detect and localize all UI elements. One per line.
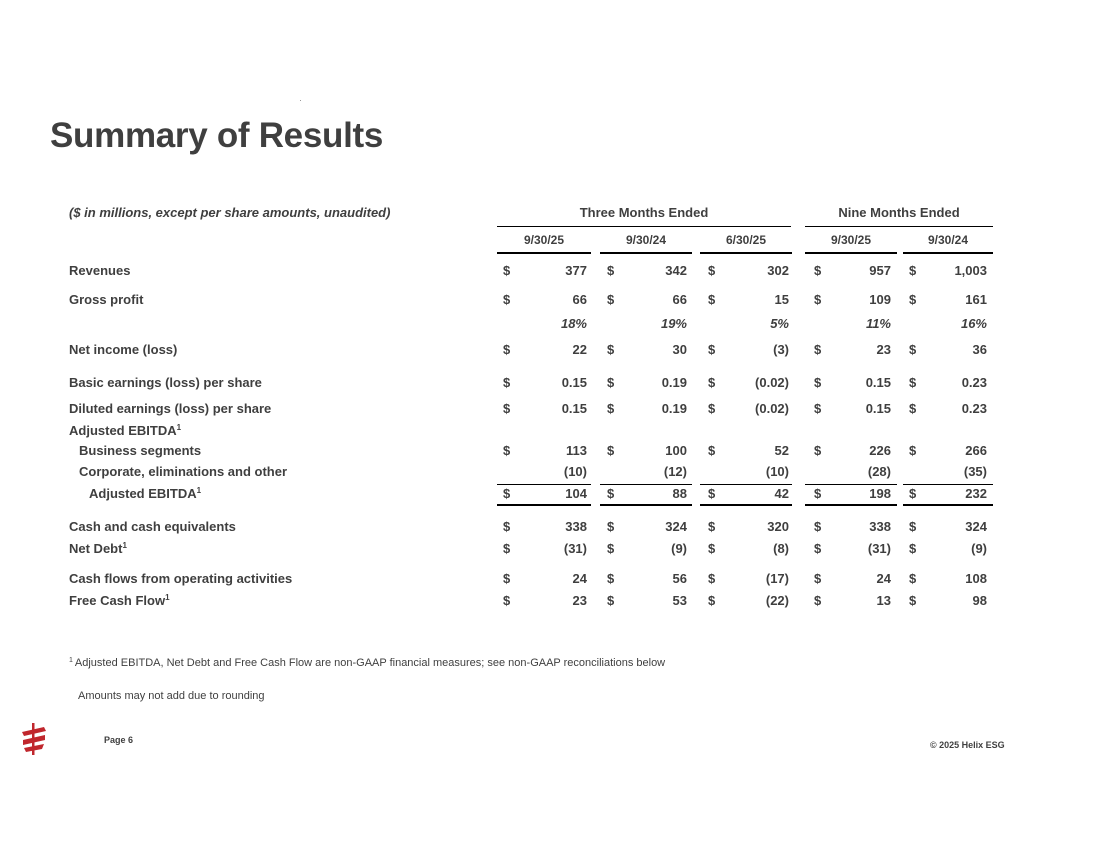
row-label [69, 593, 170, 608]
row-label [89, 486, 201, 501]
total-rule [600, 504, 692, 506]
table-cell-value: (28) [867, 464, 891, 479]
column-header: 9/30/24 [625, 233, 667, 247]
table-cell-value: (0.02) [755, 401, 789, 416]
column-header: 6/30/25 [725, 233, 767, 247]
table-cell-value: (10) [563, 464, 587, 479]
currency-symbol: $ [607, 571, 615, 586]
currency-symbol: $ [607, 401, 615, 416]
rounding-note: Amounts may not add due to rounding [78, 690, 265, 702]
table-row [0, 571, 1100, 591]
currency-symbol: $ [503, 593, 511, 608]
subtotal-rule [497, 484, 591, 485]
currency-symbol: $ [814, 375, 822, 390]
currency-symbol: $ [909, 401, 917, 416]
currency-symbol: $ [909, 292, 917, 307]
table-cell-value: (31) [867, 541, 891, 556]
table-cell-value: 36 [972, 342, 987, 357]
table-cell-value: 53 [672, 593, 687, 608]
subtotal-rule [600, 484, 692, 485]
currency-symbol: $ [909, 375, 917, 390]
currency-symbol: $ [503, 571, 511, 586]
currency-symbol: $ [909, 443, 917, 458]
currency-symbol: $ [814, 593, 822, 608]
table-cell-value: 377 [565, 263, 587, 278]
currency-symbol: $ [814, 443, 822, 458]
table-cell-value: 0.19 [661, 401, 687, 416]
currency-symbol: $ [607, 541, 615, 556]
currency-symbol: $ [814, 263, 822, 278]
table-cell-value: (9) [671, 541, 687, 556]
table-cell-value: 0.19 [661, 375, 687, 390]
currency-symbol: $ [607, 375, 615, 390]
currency-symbol: $ [607, 443, 615, 458]
table-row [0, 401, 1100, 421]
decorative-dot [300, 100, 301, 101]
currency-symbol: $ [503, 401, 511, 416]
footnote-ref: 1 [196, 486, 202, 495]
table-row [0, 263, 1100, 283]
table-cell-value: 30 [672, 342, 687, 357]
table-row [0, 519, 1100, 539]
currency-symbol: $ [708, 486, 716, 501]
table-cell-value: 24 [876, 571, 891, 586]
currency-symbol: $ [708, 443, 716, 458]
row-label-text: Revenues [69, 263, 131, 278]
table-row [0, 375, 1100, 395]
total-rule [497, 504, 591, 506]
currency-symbol: $ [503, 519, 511, 534]
row-label-text: Diluted earnings (loss) per share [69, 401, 272, 416]
table-cell-value: 324 [965, 519, 987, 534]
currency-symbol: $ [814, 571, 822, 586]
table-cell-value: 104 [565, 486, 587, 501]
table-cell-value: 198 [869, 486, 891, 501]
table-cell-value: (35) [963, 464, 987, 479]
column-underline [903, 252, 993, 254]
currency-symbol: $ [814, 401, 822, 416]
row-label [69, 342, 177, 357]
table-cell-value: 109 [869, 292, 891, 307]
currency-symbol: $ [909, 519, 917, 534]
currency-symbol: $ [503, 541, 511, 556]
table-cell-value: (8) [773, 541, 789, 556]
table-cell-value: 0.15 [865, 401, 891, 416]
currency-symbol: $ [503, 263, 511, 278]
page-title: Summary of Results [50, 116, 384, 155]
table-cell-value: 1,003 [954, 263, 987, 278]
table-cell-value: 22 [572, 342, 587, 357]
table-cell-value: 266 [965, 443, 987, 458]
currency-symbol: $ [708, 263, 716, 278]
row-label-text: Adjusted EBITDA [69, 423, 177, 438]
table-cell-value: 0.23 [961, 401, 987, 416]
currency-symbol: $ [708, 519, 716, 534]
table-cell-value: 302 [767, 263, 789, 278]
row-label-text: Gross profit [69, 292, 144, 307]
row-label [79, 464, 287, 479]
currency-symbol: $ [909, 342, 917, 357]
table-cell-value: 0.23 [961, 375, 987, 390]
total-rule [805, 504, 897, 506]
footnote-marker: 1 [69, 657, 73, 664]
currency-symbol: $ [909, 593, 917, 608]
currency-symbol: $ [708, 375, 716, 390]
currency-symbol: $ [909, 541, 917, 556]
footnote-ref: 1 [122, 541, 127, 550]
table-cell-value: 0.15 [561, 375, 587, 390]
table-row [0, 292, 1100, 312]
table-row [0, 593, 1100, 613]
currency-symbol: $ [607, 263, 615, 278]
helix-logo-icon [20, 723, 48, 755]
table-cell-value: 18% [560, 316, 587, 331]
table-cell-value: 0.15 [561, 401, 587, 416]
currency-symbol: $ [708, 541, 716, 556]
table-cell-value: (9) [971, 541, 987, 556]
currency-symbol: $ [708, 342, 716, 357]
currency-symbol: $ [708, 401, 716, 416]
table-row [0, 464, 1100, 484]
table-cell-value: 232 [965, 486, 987, 501]
footnote-ref: 1 [176, 423, 182, 432]
table-cell-value: 23 [572, 593, 587, 608]
table-row [0, 541, 1100, 561]
currency-symbol: $ [814, 486, 822, 501]
total-rule [903, 504, 993, 506]
table-cell-value: 320 [767, 519, 789, 534]
subtotal-rule [903, 484, 993, 485]
table-cell-value: 23 [876, 342, 891, 357]
units-note: ($ in millions, except per share amounts, unaudited) [69, 205, 391, 220]
column-underline [805, 252, 897, 254]
currency-symbol: $ [814, 519, 822, 534]
table-cell-value: 338 [869, 519, 891, 534]
currency-symbol: $ [503, 486, 511, 501]
row-label-text: Net Debt [69, 541, 123, 556]
row-label-text: Free Cash Flow [69, 593, 166, 608]
row-label-text: Net income (loss) [69, 342, 178, 357]
footnote-ref: 1 [165, 593, 170, 602]
currency-symbol: $ [607, 292, 615, 307]
table-row [0, 316, 1100, 336]
copyright-notice: © 2025 Helix ESG [930, 740, 1005, 750]
currency-symbol: $ [607, 486, 615, 501]
table-cell-value: 42 [774, 486, 789, 501]
currency-symbol: $ [708, 571, 716, 586]
column-header: 9/30/25 [523, 233, 565, 247]
group-underline [497, 226, 791, 227]
table-cell-value: 24 [572, 571, 587, 586]
table-cell-value: 100 [665, 443, 687, 458]
row-label-text: Cash flows from operating activities [69, 571, 293, 586]
table-cell-value: (22) [765, 593, 789, 608]
column-header: 9/30/25 [830, 233, 872, 247]
currency-symbol: $ [607, 593, 615, 608]
table-cell-value: 5% [770, 316, 789, 331]
table-cell-value: 0.15 [865, 375, 891, 390]
currency-symbol: $ [503, 342, 511, 357]
footnote [69, 657, 665, 669]
table-cell-value: (31) [563, 541, 587, 556]
table-cell-value: 52 [774, 443, 789, 458]
group-header: Nine Months Ended [838, 205, 960, 220]
column-underline [497, 252, 591, 254]
row-label [69, 375, 262, 390]
total-rule [700, 504, 792, 506]
currency-symbol: $ [503, 443, 511, 458]
row-label [69, 292, 143, 307]
table-cell-value: (12) [663, 464, 687, 479]
table-row [0, 342, 1100, 362]
currency-symbol: $ [607, 519, 615, 534]
table-cell-value: (3) [773, 342, 789, 357]
footnote-text: Adjusted EBITDA, Net Debt and Free Cash Flow are non-GAAP financial measures; see non-GAAP reconciliations below [74, 657, 666, 669]
row-label [79, 443, 201, 458]
row-label [69, 519, 236, 534]
table-row [0, 423, 1100, 443]
currency-symbol: $ [708, 292, 716, 307]
table-cell-value: 226 [869, 443, 891, 458]
table-cell-value: 98 [972, 593, 987, 608]
table-cell-value: (17) [765, 571, 789, 586]
table-cell-value: 13 [876, 593, 891, 608]
row-label [69, 263, 130, 278]
row-label [69, 541, 127, 556]
row-label [69, 423, 181, 438]
currency-symbol: $ [814, 292, 822, 307]
currency-symbol: $ [503, 292, 511, 307]
table-cell-value: 88 [672, 486, 687, 501]
row-label [69, 571, 292, 586]
page-number: Page 6 [104, 735, 134, 745]
currency-symbol: $ [503, 375, 511, 390]
column-underline [600, 252, 692, 254]
table-cell-value: (10) [765, 464, 789, 479]
table-cell-value: 324 [665, 519, 687, 534]
row-label-text: Adjusted EBITDA [89, 486, 197, 501]
table-cell-value: 66 [572, 292, 587, 307]
table-cell-value: (0.02) [755, 375, 789, 390]
currency-symbol: $ [909, 486, 917, 501]
row-label-text: Business segments [79, 443, 202, 458]
table-cell-value: 161 [965, 292, 987, 307]
table-cell-value: 66 [672, 292, 687, 307]
currency-symbol: $ [607, 342, 615, 357]
table-cell-value: 11% [865, 316, 891, 331]
group-header: Three Months Ended [579, 205, 709, 220]
row-label [69, 401, 271, 416]
table-cell-value: 56 [672, 571, 687, 586]
row-label-text: Corporate, eliminations and other [79, 464, 288, 479]
table-cell-value: 342 [665, 263, 687, 278]
table-cell-value: 957 [869, 263, 891, 278]
currency-symbol: $ [909, 263, 917, 278]
table-cell-value: 15 [774, 292, 789, 307]
currency-symbol: $ [909, 571, 917, 586]
table-cell-value: 108 [965, 571, 987, 586]
currency-symbol: $ [814, 342, 822, 357]
row-label-text: Cash and cash equivalents [69, 519, 236, 534]
table-row [0, 443, 1100, 463]
subtotal-rule [700, 484, 792, 485]
currency-symbol: $ [708, 593, 716, 608]
column-header: 9/30/24 [927, 233, 969, 247]
table-cell-value: 16% [960, 316, 987, 331]
table-cell-value: 338 [565, 519, 587, 534]
column-underline [700, 252, 792, 254]
subtotal-rule [805, 484, 897, 485]
table-row [0, 486, 1100, 506]
group-underline [805, 226, 993, 227]
currency-symbol: $ [814, 541, 822, 556]
table-cell-value: 19% [660, 316, 687, 331]
table-cell-value: 113 [566, 443, 587, 458]
row-label-text: Basic earnings (loss) per share [69, 375, 262, 390]
